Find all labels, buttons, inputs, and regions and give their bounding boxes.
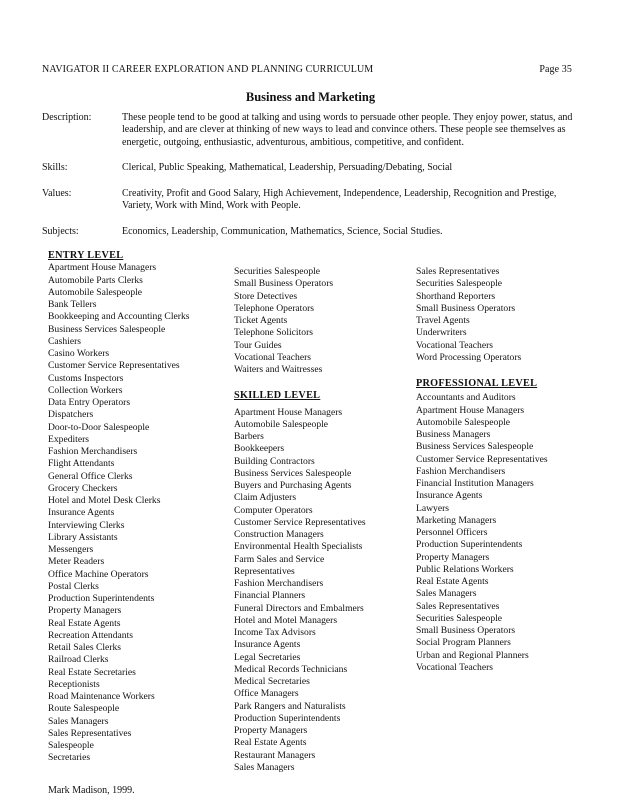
footer-credit: Mark Madison, 1999. <box>48 785 135 796</box>
entry-level-list-2 <box>234 266 414 376</box>
job-title-item: Accountants and Auditors <box>416 392 516 404</box>
job-title-item: Customs Inspectors <box>48 372 124 384</box>
job-title-item: Medical Records Technicians <box>234 663 348 675</box>
job-title-item: Environmental Health Specialists <box>234 541 363 553</box>
job-title-item: Customer Service Representatives <box>416 453 548 465</box>
job-title-item: Expediters <box>48 433 90 445</box>
job-title-item: Production Superintendents <box>48 593 155 604</box>
job-title-item: Legal Secretaries <box>234 651 301 663</box>
job-title-item: Small Business Operators <box>416 302 516 314</box>
job-title-item: Computer Operators <box>234 504 313 516</box>
job-title-item: Apartment House Managers <box>234 406 343 418</box>
job-title-item: Business Managers <box>416 429 491 440</box>
job-title-item: Cashiers <box>48 335 82 347</box>
job-title-item: Real Estate Agents <box>416 576 489 587</box>
job-title-item: Salespeople <box>48 740 94 751</box>
job-title-item: Sales Managers <box>234 761 295 773</box>
job-title-item: Hotel and Motel Desk Clerks <box>48 495 161 506</box>
job-title-item: Office Managers <box>234 688 299 700</box>
entry-level-column-1 <box>48 250 228 765</box>
job-title-item: Grocery Checkers <box>48 482 118 494</box>
values-text: Creativity, Profit and Good Salary, High Achievement, Independence, Leadership, Recognition and Prestige, Variety, Work with Mind, Work with People. <box>122 188 557 212</box>
job-title-item: Sales Managers <box>48 715 109 727</box>
job-title-item: Word Processing Operators <box>416 351 522 363</box>
job-title-item: Retail Sales Clerks <box>48 642 122 653</box>
job-title-item: Small Business Operators <box>234 278 334 290</box>
document-title: Business and Marketing <box>245 90 376 104</box>
job-title-item: Funeral Directors and Embalmers <box>234 602 364 614</box>
job-title-item: Representatives <box>234 565 295 577</box>
job-title-item: Financial Institution Managers <box>416 478 534 489</box>
job-title-item: Receptionists <box>48 678 100 690</box>
job-title-item: Vocational Teachers <box>234 351 312 363</box>
job-title-item: Telephone Operators <box>234 302 315 314</box>
job-title-item: Casino Workers <box>48 348 110 359</box>
skills-text: Clerical, Public Speaking, Mathematical, Leadership, Persuading/Debating, Social <box>122 162 453 173</box>
job-title-item: Fashion Merchandisers <box>48 446 138 457</box>
job-title-item: Real Estate Agents <box>48 617 121 629</box>
job-title-item: Dispatchers <box>48 409 94 421</box>
job-title-item: Real Estate Agents <box>234 737 307 749</box>
job-title-item: Property Managers <box>416 551 490 563</box>
job-title-item: Apartment House Managers <box>416 404 525 416</box>
job-title-item: Production Superintendents <box>234 712 341 724</box>
entry-level-column-2 <box>234 266 414 774</box>
job-title-item: Hotel and Motel Managers <box>234 614 338 626</box>
job-title-item: Flight Attendants <box>48 458 115 470</box>
job-title-item: Ticket Agents <box>234 315 288 326</box>
job-title-item: Door-to-Door Salespeople <box>48 421 150 433</box>
job-title-item: Securities Salespeople <box>416 278 503 290</box>
page-number: Page 35 <box>539 64 572 75</box>
entry-level-list-3 <box>416 266 606 364</box>
job-title-item: Automobile Salespeople <box>234 418 329 430</box>
job-title-item: Secretaries <box>48 752 91 764</box>
job-title-item: Public Relations Workers <box>416 563 514 575</box>
job-title-item: Office Machine Operators <box>48 568 149 580</box>
subjects-text: Economics, Leadership, Communication, Mathematics, Science, Social Studies. <box>122 226 443 237</box>
job-title-item: Buyers and Purchasing Agents <box>234 480 352 491</box>
job-title-item: Claim Adjusters <box>234 492 297 504</box>
job-title-item: Property Managers <box>234 725 308 736</box>
job-title-item: Recreation Attendants <box>48 629 133 641</box>
skilled-level-heading: SKILLED LEVEL <box>234 390 321 402</box>
job-title-item: Automobile Parts Clerks <box>48 274 143 286</box>
professional-level-heading: PROFESSIONAL LEVEL <box>416 378 538 389</box>
job-title-item: Messengers <box>48 544 94 555</box>
job-title-item: Interviewing Clerks <box>48 519 125 531</box>
entry-level-column-3 <box>416 266 606 674</box>
job-title-item: Automobile Salespeople <box>416 416 511 428</box>
job-title-item: Customer Service Representatives <box>48 360 180 372</box>
job-title-item: Business Services Salespeople <box>48 323 166 335</box>
job-title-item: Business Services Salespeople <box>416 441 534 453</box>
professional-level-list <box>416 392 606 674</box>
subjects-label: Subjects: <box>42 226 79 237</box>
job-title-item: Railroad Clerks <box>48 654 109 666</box>
job-title-item: Small Business Operators <box>416 625 516 636</box>
entry-level-list-1 <box>48 262 228 764</box>
job-title-item: Bank Tellers <box>48 299 97 310</box>
job-title-item: Shorthand Reporters <box>416 290 496 302</box>
skilled-level-list <box>234 407 414 775</box>
job-title-item: Store Detectives <box>234 290 298 302</box>
job-title-item: Vocational Teachers <box>416 339 494 351</box>
job-title-item: Sales Managers <box>416 588 477 600</box>
job-title-item: Telephone Solicitors <box>234 327 313 339</box>
job-title-item: Underwriters <box>416 327 467 339</box>
values-label: Values: <box>42 188 72 199</box>
job-title-item: Construction Managers <box>234 529 324 540</box>
job-title-item: Social Program Planners <box>416 637 511 649</box>
job-title-item: Securities Salespeople <box>234 266 321 277</box>
job-title-item: Marketing Managers <box>416 514 497 526</box>
job-title-item: Income Tax Advisors <box>234 627 316 638</box>
job-title-item: Farm Sales and Service <box>234 553 325 565</box>
job-title-item: Data Entry Operators <box>48 397 131 408</box>
job-title-item: Route Salespeople <box>48 703 120 715</box>
job-title-item: Tour Guides <box>234 339 282 351</box>
job-title-item: Insurance Agents <box>416 490 483 502</box>
job-title-item: Fashion Merchandisers <box>416 465 506 477</box>
job-title-item: Financial Planners <box>234 590 306 602</box>
job-title-item: Vocational Teachers <box>416 661 494 673</box>
job-title-item: Business Services Salespeople <box>234 467 352 479</box>
job-title-item: Property Managers <box>48 605 122 617</box>
description-text: These people tend to be good at talking and using words to persuade other people. They enjoy power, status, and leadership, and are clever at thinking of new ways to lead and convince others. These people see themselves as energetic, outgoing, enthusiastic, adventurous, ambitious, competitive, and confident. <box>122 112 573 148</box>
job-title-item: Bookkeeping and Accounting Clerks <box>48 311 190 323</box>
job-title-item: Library Assistants <box>48 531 118 543</box>
job-title-item: Travel Agents <box>416 315 470 326</box>
running-title: NAVIGATOR II CAREER EXPLORATION AND PLANNING CURRICULUM <box>42 64 374 75</box>
job-title-item: Apartment House Managers <box>48 262 157 274</box>
job-title-item: Customer Service Representatives <box>234 516 366 528</box>
job-title-item: Building Contractors <box>234 455 315 467</box>
job-title-item: Real Estate Secretaries <box>48 666 136 678</box>
job-title-item: Park Rangers and Naturalists <box>234 700 346 712</box>
job-title-item: General Office Clerks <box>48 470 133 482</box>
job-title-item: Restaurant Managers <box>234 749 316 761</box>
job-title-item: Sales Representatives <box>48 727 132 739</box>
job-title-item: Meter Readers <box>48 556 105 568</box>
job-title-item: Medical Secretaries <box>234 676 310 687</box>
job-title-item: Lawyers <box>416 502 450 514</box>
job-title-item: Fashion Merchandisers <box>234 578 324 589</box>
job-title-item: Collection Workers <box>48 384 123 396</box>
job-title-item: Postal Clerks <box>48 580 99 592</box>
description-label: Description: <box>42 112 92 123</box>
job-title-item: Waiters and Waitresses <box>234 364 323 375</box>
job-title-item: Insurance Agents <box>48 507 115 519</box>
job-title-item: Bookkeepers <box>234 443 285 455</box>
entry-level-heading: ENTRY LEVEL <box>48 250 124 261</box>
skills-label: Skills: <box>42 162 68 173</box>
job-title-item: Securities Salespeople <box>416 612 503 624</box>
job-title-item: Sales Representatives <box>416 266 500 277</box>
job-title-item: Sales Representatives <box>416 600 500 612</box>
job-title-item: Barbers <box>234 431 264 442</box>
job-title-item: Production Superintendents <box>416 539 523 551</box>
job-title-item: Personnel Officers <box>416 527 488 538</box>
job-title-item: Road Maintenance Workers <box>48 691 155 702</box>
job-title-item: Insurance Agents <box>234 639 301 651</box>
job-title-item: Automobile Salespeople <box>48 286 143 298</box>
job-title-item: Urban and Regional Planners <box>416 649 529 661</box>
